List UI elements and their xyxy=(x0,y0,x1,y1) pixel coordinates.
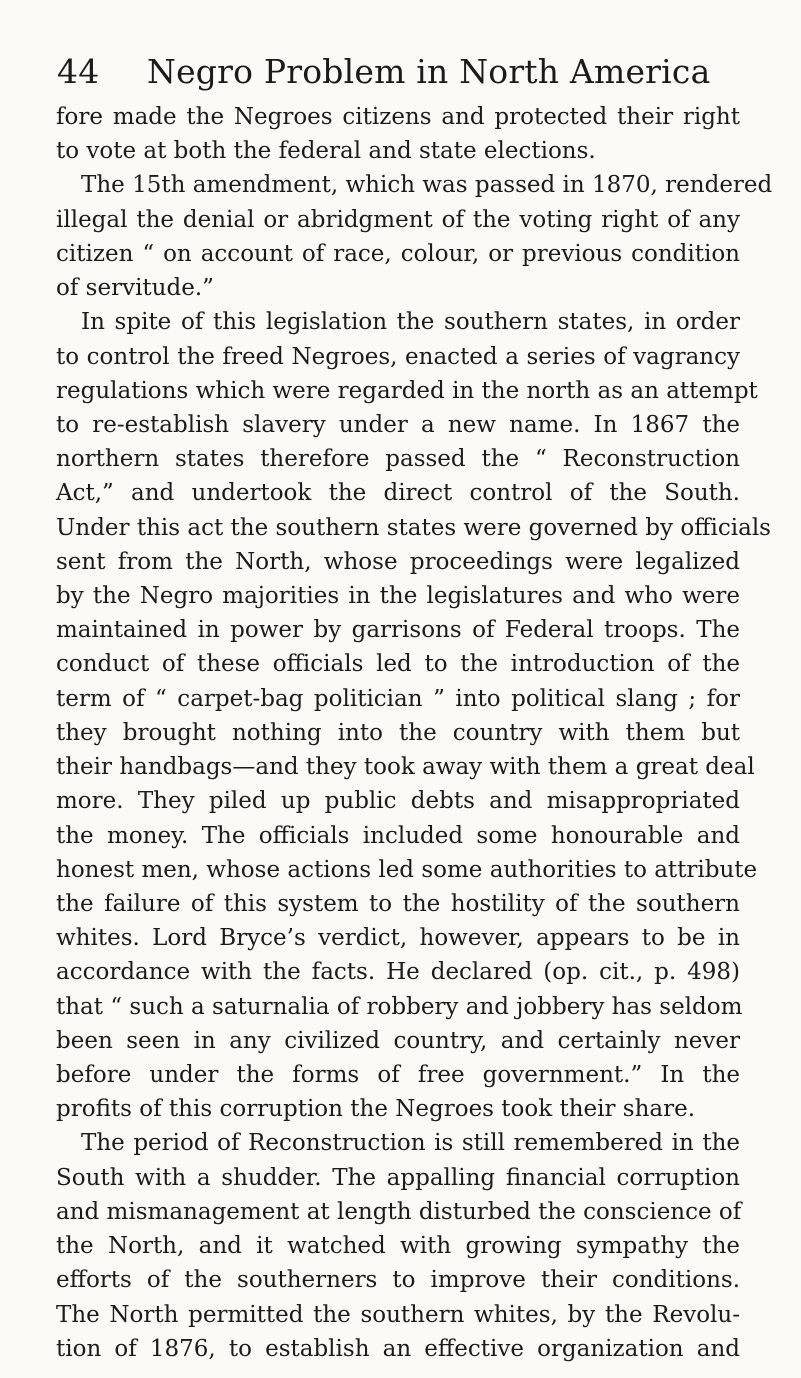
text-line: illegal the denial or abridgment of the voting right of any xyxy=(56,206,740,233)
text-line: to vote at both the federal and state elections. xyxy=(56,138,596,165)
text-line: been seen in any civilized country, and certainly never xyxy=(56,1027,740,1054)
text-line: South with a shudder. The appalling financial corruption xyxy=(56,1164,740,1191)
text-line: whites. Lord Bryce’s verdict, however, appears to be in xyxy=(56,925,740,952)
text-line: the North, and it watched with growing sympathy the xyxy=(56,1233,740,1260)
text-line: the money. The officials included some honourable and xyxy=(56,822,740,849)
text-line: profits of this corruption the Negroes took their share. xyxy=(56,1096,696,1123)
text-line: and mismanagement at length disturbed the conscience of xyxy=(56,1198,742,1225)
text-line: Act,” and undertook the direct control of the South. xyxy=(56,480,740,507)
running-title: Negro Problem in North America xyxy=(147,52,711,91)
text-line: the failure of this system to the hostility of the southern xyxy=(56,890,740,917)
text-line: term of “ carpet-bag politician ” into political slang ; for xyxy=(56,685,740,712)
text-line: regulations which were regarded in the north as an attempt xyxy=(56,377,758,404)
running-head xyxy=(57,47,747,97)
text-line: tion of 1876, to establish an effective organization and xyxy=(56,1335,740,1362)
text-line: they brought nothing into the country with them but xyxy=(56,719,740,746)
text-line: In spite of this legislation the southern states, in order xyxy=(81,309,740,336)
text-line: to control the freed Negroes, enacted a series of vagrancy xyxy=(56,343,740,370)
text-line: their handbags—and they took away with them a great deal xyxy=(56,754,755,781)
text-line: honest men, whose actions led some authorities to attribute xyxy=(56,856,758,883)
text-line: to re-establish slavery under a new name. In 1867 the xyxy=(56,411,740,438)
text-line: maintained in power by garrisons of Federal troops. The xyxy=(56,617,740,644)
text-line: The 15th amendment, which was passed in 1870, rendered xyxy=(81,172,773,199)
text-line: that “ such a saturnalia of robbery and jobbery has seldom xyxy=(56,993,743,1020)
text-line: citizen “ on account of race, colour, or previous condition xyxy=(56,240,740,267)
text-line: The North permitted the southern whites, by the Revolu- xyxy=(56,1301,740,1328)
text-line: accordance with the facts. He declared (op. cit., p. 498) xyxy=(56,959,740,986)
page-number: 44 xyxy=(57,52,100,91)
text-line: fore made the Negroes citizens and protected their right xyxy=(56,104,740,130)
text-line: by the Negro majorities in the legislatures and who were xyxy=(56,583,740,610)
text-line: northern states therefore passed the “ Reconstruction xyxy=(56,446,740,473)
text-line: sent from the North, whose proceedings were legalized xyxy=(56,548,740,575)
text-line: The period of Reconstruction is still remembered in the xyxy=(81,1130,740,1157)
text-line: efforts of the southerners to improve their conditions. xyxy=(56,1267,740,1294)
text-line: before under the forms of free government.” In the xyxy=(56,1062,740,1089)
text-line: conduct of these officials led to the introduction of the xyxy=(56,651,740,678)
text-line: of servitude.” xyxy=(56,275,214,302)
text-line: Under this act the southern states were governed by officials xyxy=(56,514,771,541)
text-line: more. They piled up public debts and misappropriated xyxy=(56,788,740,815)
